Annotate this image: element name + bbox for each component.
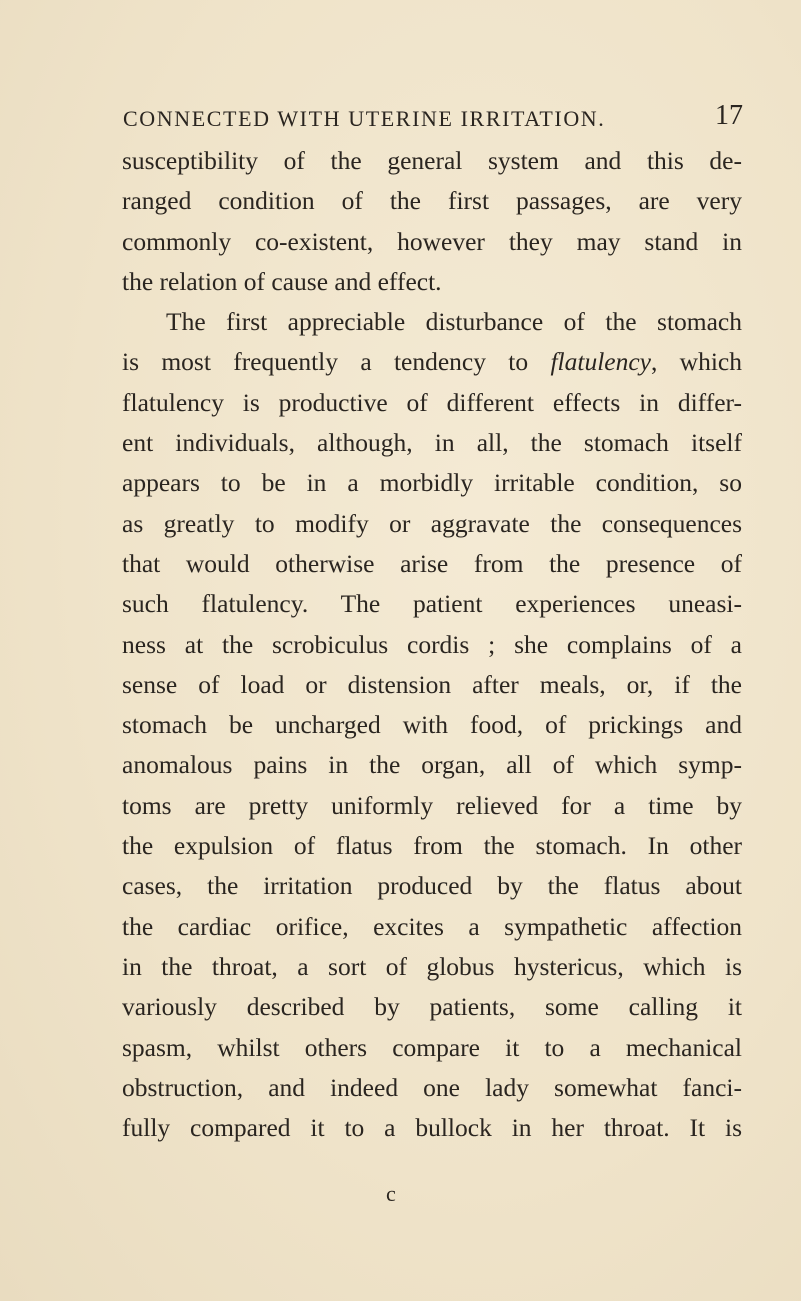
text-line: cases, the irritation produced by the flatus about xyxy=(122,871,742,901)
text-line: commonly co-existent, however they may stand in xyxy=(122,226,742,256)
text-line: stomach be uncharged with food, of prickings and xyxy=(122,710,742,740)
text-line-with-italic xyxy=(122,342,742,382)
text-line: anomalous pains in the organ, all of which symp- xyxy=(122,750,742,780)
text-line: that would otherwise arise from the presence of xyxy=(122,548,742,578)
text-line-end: , which xyxy=(650,347,742,377)
text-line: the expulsion of flatus from the stomach. In other xyxy=(122,831,742,861)
signature-mark: c xyxy=(386,1181,396,1206)
italic-term: flatulency xyxy=(550,347,651,377)
text-line: such flatulency. The patient experiences uneasi- xyxy=(122,589,742,619)
text-line: as greatly to modify or aggravate the consequences xyxy=(122,508,742,538)
text-line: toms are pretty uniformly relieved for a time by xyxy=(122,790,742,820)
text-line: obstruction, and indeed one lady somewhat fanci- xyxy=(122,1072,742,1102)
text-line: susceptibility of the general system and this de- xyxy=(122,146,742,175)
text-line-start: is most frequently a tendency to xyxy=(122,347,551,377)
text-line: appears to be in a morbidly irritable condition, so xyxy=(122,468,742,498)
body-text xyxy=(122,141,742,1148)
text-line: ranged condition of the first passages, are very xyxy=(122,186,742,216)
text-line: variously described by patients, some calling it xyxy=(122,992,742,1022)
running-head xyxy=(123,100,743,136)
text-line: the relation of cause and effect. xyxy=(122,266,442,296)
page-number: 17 xyxy=(715,100,743,131)
text-line: ent individuals, although, in all, the stomach itself xyxy=(122,428,742,458)
text-line: the cardiac orifice, excites a sympathetic affection xyxy=(122,911,742,941)
text-line: sense of load or distension after meals, or, if the xyxy=(122,669,742,699)
text-line: ness at the scrobiculus cordis ; she complains of a xyxy=(122,629,742,659)
text-line: The first appreciable disturbance of the stomach xyxy=(166,307,742,337)
text-line: in the throat, a sort of globus hystericus, which is xyxy=(122,951,742,981)
text-line: fully compared it to a bullock in her throat. It is xyxy=(122,1113,742,1143)
text-line: spasm, whilst others compare it to a mechanical xyxy=(122,1032,742,1062)
running-title: CONNECTED WITH UTERINE IRRITATION. xyxy=(123,106,606,131)
text-line: flatulency is productive of different effects in differ- xyxy=(122,387,742,417)
